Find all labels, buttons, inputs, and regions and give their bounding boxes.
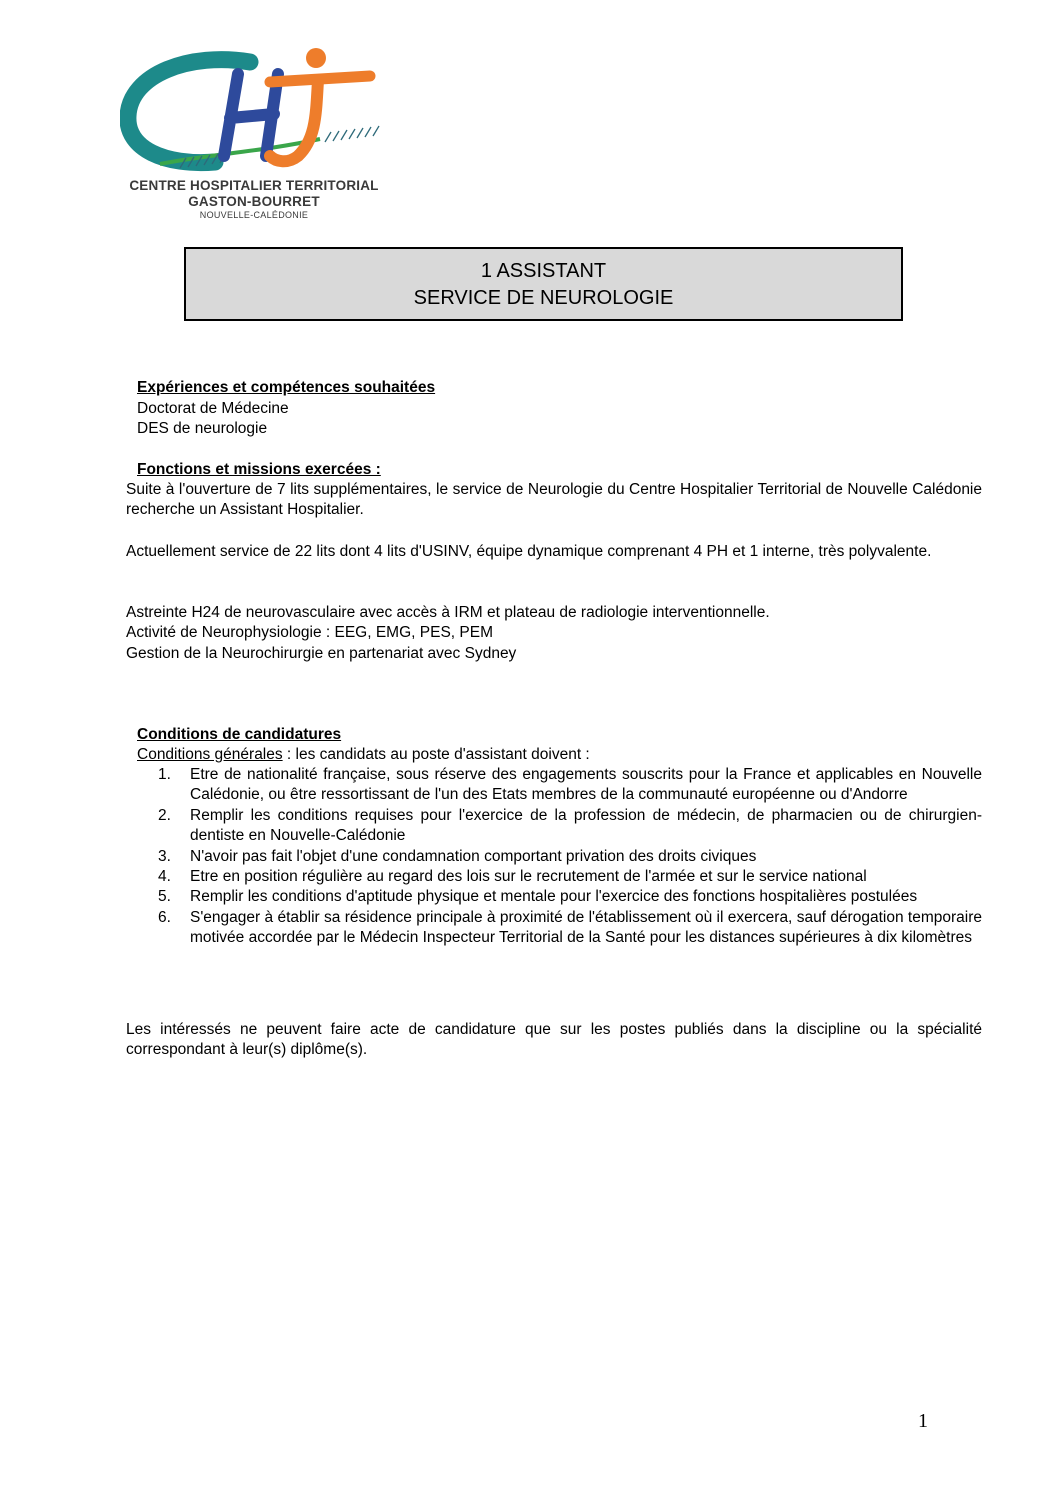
conditions-list xyxy=(126,765,982,949)
condition-text: Etre en position régulière au regard des lois sur le recrutement de l'armée et sur le service national xyxy=(190,868,867,886)
conditions-heading: Conditions de candidatures xyxy=(137,726,342,743)
condition-number: 3. xyxy=(158,847,171,865)
conditions-subheading: Conditions générales xyxy=(137,746,283,763)
condition-text: N'avoir pas fait l'objet d'une condamnation comportant privation des droits civiques xyxy=(190,847,757,865)
title-line-1: 1 ASSISTANT xyxy=(480,260,607,282)
cht-logo-mark xyxy=(120,44,395,179)
logo-line-1: CENTRE HOSPITALIER TERRITORIAL xyxy=(129,178,379,193)
condition-item xyxy=(126,847,982,867)
condition-text: Remplir les conditions requises pour l'exercice de la profession de médecin, de pharmacien ou de chirurgien-dentiste en Nouvelle-Calédonie xyxy=(190,806,982,845)
condition-text: S'engager à établir sa résidence principale à proximité de l'établissement où il exercera, sauf dérogation temporaire motivée accordée par le Médecin Inspecteur Territorial de la Santé pour les distances supérieures à dix kilomètres xyxy=(190,908,982,947)
condition-text: Remplir les conditions d'aptitude physique et mentale pour l'exercice des fonctions hospitalières postulées xyxy=(190,888,918,906)
conditions-intro xyxy=(137,745,590,765)
fonctions-paragraph-1: Suite à l'ouverture de 7 lits supplémentaires, le service de Neurologie du Centre Hospitalier Territorial de Nouvelle Calédonie recherche un Assistant Hospitalier. xyxy=(126,481,982,519)
condition-item xyxy=(126,765,982,806)
condition-number: 1. xyxy=(158,766,171,783)
title-line-2: SERVICE DE NEUROLOGIE xyxy=(413,287,674,309)
condition-item xyxy=(126,908,982,949)
conditions-intro-text: : les candidats au poste d'assistant doivent : xyxy=(282,746,590,763)
logo-line-3: NOUVELLE-CALÉDONIE xyxy=(199,210,309,220)
page-number: 1 xyxy=(918,1410,928,1432)
fonctions-line-2: Activité de Neurophysiologie : EEG, EMG, PES, PEM xyxy=(126,624,493,641)
condition-item xyxy=(126,806,982,847)
condition-number: 5. xyxy=(158,888,171,906)
condition-text: Etre de nationalité française, sous réserve des engagements souscrits pour la France et applicables en Nouvelle Calédonie, ou être ressortissant de l'un des Etats membres de la communauté européenne ou d'Andorre xyxy=(190,766,982,804)
fonctions-line-1: Astreinte H24 de neurovasculaire avec accès à IRM et plateau de radiologie interventionnelle. xyxy=(126,604,770,621)
fonctions-heading: Fonctions et missions exercées : xyxy=(137,461,381,478)
experience-item: DES de neurologie xyxy=(137,420,268,437)
fonctions-paragraph-2: Actuellement service de 22 lits dont 4 lits d'USINV, équipe dynamique comprenant 4 PH et 1 interne, très polyvalente. xyxy=(126,543,932,560)
title-box xyxy=(184,247,903,321)
condition-number: 2. xyxy=(158,806,171,824)
experiences-heading: Expériences et compétences souhaitées xyxy=(137,379,436,396)
condition-item xyxy=(126,887,982,907)
condition-item xyxy=(126,867,982,887)
logo-line-2: GASTON-BOURRET xyxy=(188,194,320,209)
experience-item: Doctorat de Médecine xyxy=(137,400,289,417)
fonctions-line-3: Gestion de la Neurochirurgie en partenariat avec Sydney xyxy=(126,645,517,662)
condition-number: 4. xyxy=(158,868,171,886)
condition-number: 6. xyxy=(158,908,171,926)
hospital-logo xyxy=(120,44,395,224)
conditions-closing: Les intéressés ne peuvent faire acte de candidature que sur les postes publiés dans la discipline ou la spécialité correspondant à leur(s) diplôme(s). xyxy=(126,1021,982,1059)
